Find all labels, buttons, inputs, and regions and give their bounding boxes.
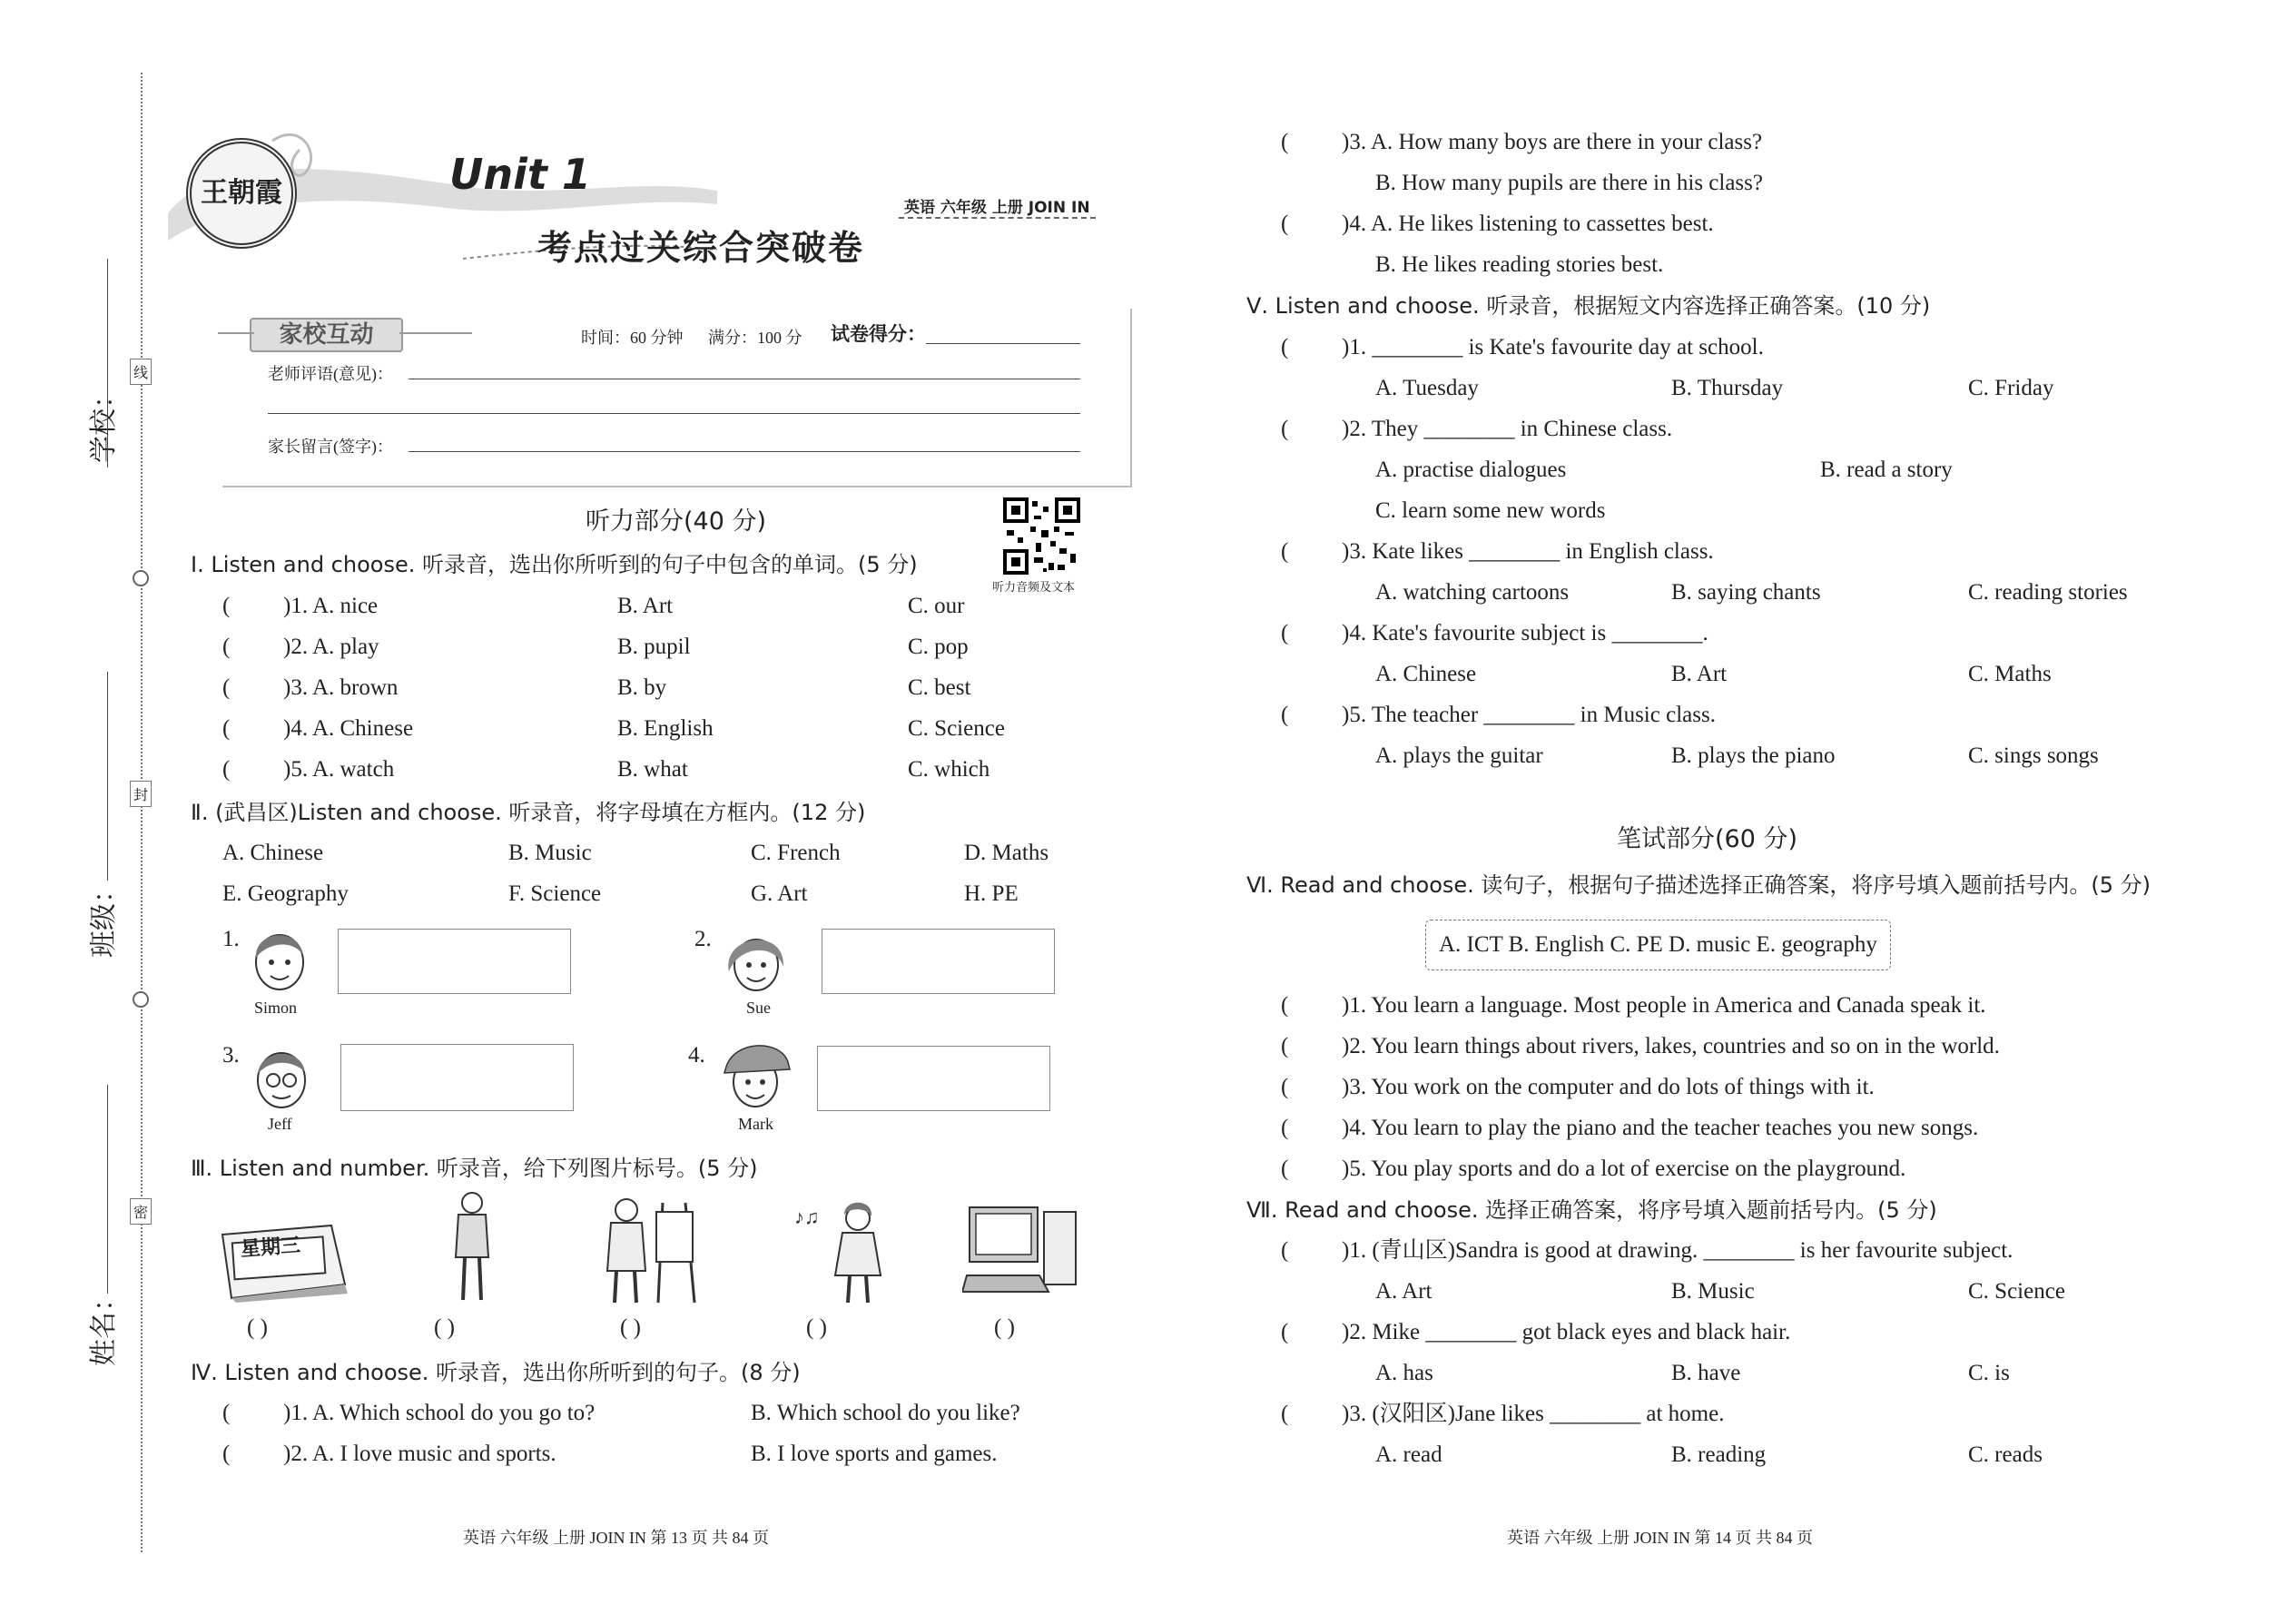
question-1-4: )4. A. Chinese: [283, 716, 414, 741]
class-label: 班级：: [88, 876, 120, 958]
answer-blank[interactable]: (: [1281, 212, 1289, 236]
answer-blank[interactable]: (: [1281, 993, 1289, 1018]
question-6-1: )1. You learn a language. Most people in America and Canada speak it.: [1342, 993, 1986, 1018]
option-c: C. learn some new words: [1375, 498, 1606, 523]
answer-blank[interactable]: (: [1281, 417, 1289, 441]
option-a: A. Art: [1375, 1279, 1433, 1304]
computer-icon: [962, 1203, 1085, 1303]
answer-box-4[interactable]: [817, 1046, 1050, 1111]
question-4-4-b: B. He likes reading stories best.: [1375, 252, 1664, 277]
option-c: C. Science: [908, 716, 1005, 741]
footer-left: 英语 六年级 上册 JOIN IN 第 13 页 共 84 页: [463, 1529, 769, 1547]
option-b: B. pupil: [617, 635, 691, 659]
answer-box-1[interactable]: [338, 929, 571, 994]
question-1-5: )5. A. watch: [283, 757, 395, 782]
subject-tag: 英语 六年级 上册 JOIN IN: [899, 194, 1096, 219]
calendar-label: 星期三: [240, 1234, 301, 1262]
cut-mark: 封: [130, 781, 152, 807]
option-a: A. Tuesday: [1375, 376, 1479, 400]
subject-option: A. Chinese: [222, 841, 324, 865]
question-4-1-b: B. Which school do you like?: [751, 1401, 1020, 1425]
listening-title: 听力部分(40 分): [586, 507, 767, 536]
question-1-1: )1. A. nice: [283, 594, 379, 618]
girl-singing-icon: [790, 1198, 899, 1307]
option-b: B. Art: [617, 594, 674, 618]
option-a: A. plays the guitar: [1375, 743, 1543, 768]
paper-title: 考点过关综合突破卷: [537, 227, 865, 268]
subject-option: E. Geography: [222, 881, 349, 906]
option-c: C. pop: [908, 635, 969, 659]
option-a: A. Chinese: [1375, 662, 1477, 686]
answer-blank[interactable]: (: [222, 635, 231, 659]
question-1-2: )2. A. play: [283, 635, 379, 659]
answer-blank[interactable]: (: [222, 1442, 231, 1466]
question-6-3: )3. You work on the computer and do lots of things with it.: [1342, 1075, 1875, 1099]
question-4-2-b: B. I love sports and games.: [751, 1442, 998, 1466]
person-name: Simon: [254, 999, 298, 1017]
parent-comment-label: 家长留言(签字)：: [268, 438, 393, 456]
subject-option: B. Music: [508, 841, 592, 865]
option-a: A. practise dialogues: [1375, 458, 1567, 482]
answer-blank[interactable]: (: [1281, 1156, 1289, 1181]
question-6-5: )5. You play sports and do a lot of exercise on the playground.: [1342, 1156, 1906, 1181]
home-school-badge: 家校互动: [250, 318, 403, 352]
unit-title: Unit 1: [449, 150, 591, 199]
option-c: C. Friday: [1968, 376, 2054, 400]
answer-box-2[interactable]: [822, 929, 1055, 994]
answer-blank[interactable]: (: [1281, 539, 1289, 564]
option-c: C. Science: [1968, 1279, 2065, 1304]
answer-blank[interactable]: (: [1281, 335, 1289, 359]
option-c: C. best: [908, 675, 971, 700]
answer-box-3[interactable]: [340, 1044, 574, 1111]
question-5-5: )5. The teacher ________ in Music class.: [1342, 703, 1716, 727]
picture-blank-4[interactable]: ( ): [806, 1315, 827, 1340]
option-a: A. watching cartoons: [1375, 580, 1570, 605]
painter-easel-icon: [595, 1194, 704, 1307]
person-number: 1.: [222, 927, 240, 951]
option-c: C. reads: [1968, 1442, 2043, 1467]
question-6-2: )2. You learn things about rivers, lakes, countries and so on in the world.: [1342, 1034, 2000, 1058]
option-b: B. Music: [1671, 1279, 1755, 1304]
question-5-4: )4. Kate's favourite subject is ________.: [1342, 621, 1708, 645]
option-b: B. Thursday: [1671, 376, 1784, 400]
time-label: 时间：60 分钟: [581, 329, 684, 347]
option-a: A. read: [1375, 1442, 1442, 1467]
question-4-1-a: )1. A. Which school do you go to?: [283, 1401, 596, 1425]
answer-blank[interactable]: (: [222, 757, 231, 782]
boy-glasses-face-icon: [247, 1039, 315, 1117]
option-b: B. English: [617, 716, 714, 741]
question-1-3: )3. A. brown: [283, 675, 399, 700]
person-name: Mark: [738, 1115, 773, 1133]
subject-option: H. PE: [964, 881, 1019, 906]
comment-frame: [222, 309, 1132, 487]
answer-blank[interactable]: (: [222, 716, 231, 741]
option-b: B. reading: [1671, 1442, 1767, 1467]
picture-blank-5[interactable]: ( ): [994, 1315, 1015, 1340]
answer-blank[interactable]: (: [1281, 1116, 1289, 1140]
page-14: [1147, 0, 2294, 1624]
teacher-comment-label: 老师评语(意见)：: [268, 365, 393, 383]
option-a: A. has: [1375, 1361, 1433, 1385]
picture-blank-3[interactable]: ( ): [620, 1315, 641, 1340]
answer-blank[interactable]: (: [1281, 1034, 1289, 1058]
name-label: 姓名：: [88, 1284, 120, 1366]
question-4-3-b: B. How many pupils are there in his class?: [1375, 171, 1763, 195]
question-6-4: )4. You learn to play the piano and the teacher teaches you new songs.: [1342, 1116, 1979, 1140]
option-b: B. have: [1671, 1361, 1741, 1385]
cut-mark: 密: [130, 1198, 152, 1225]
option-b: B. by: [617, 675, 667, 700]
question-4-4-a: )4. A. He likes listening to cassettes best.: [1342, 212, 1714, 236]
score-label: 满分：100 分: [708, 329, 802, 347]
school-label: 学校：: [88, 381, 120, 463]
person-number: 3.: [222, 1043, 240, 1068]
subject-option: D. Maths: [964, 841, 1049, 865]
publisher-logo: 王朝霞: [186, 138, 297, 249]
qr-code-icon[interactable]: [1003, 497, 1080, 575]
question-5-3: )3. Kate likes ________ in English class.: [1342, 539, 1714, 564]
answer-blank[interactable]: (: [1281, 1075, 1289, 1099]
person-number: 4.: [688, 1043, 705, 1068]
option-c: C. sings songs: [1968, 743, 2099, 768]
cut-mark: 线: [130, 359, 152, 385]
option-b: B. what: [617, 757, 688, 782]
option-c: C. Maths: [1968, 662, 2052, 686]
option-b: B. plays the piano: [1671, 743, 1836, 768]
question-7-3: )3. (汉阳区)Jane likes ________ at home.: [1342, 1402, 1725, 1426]
boy-standing-icon: [445, 1189, 499, 1307]
answer-blank[interactable]: (: [222, 1401, 231, 1425]
boy-face-icon: [245, 921, 313, 999]
question-4-2-a: )2. A. I love music and sports.: [283, 1442, 556, 1466]
answer-blank[interactable]: (: [1281, 621, 1289, 645]
answer-blank[interactable]: (: [1281, 703, 1289, 727]
answer-blank[interactable]: (: [1281, 1402, 1289, 1426]
picture-blank-2[interactable]: ( ): [434, 1315, 455, 1340]
person-name: Jeff: [268, 1115, 292, 1133]
section-4-heading: Ⅳ. Listen and choose. 听录音，选出你所听到的句子。(8 分): [191, 1360, 801, 1385]
question-5-2: )2. They ________ in Chinese class.: [1342, 417, 1673, 441]
subject-option: C. French: [751, 841, 841, 865]
option-c: C. our: [908, 594, 965, 618]
option-b: B. Art: [1671, 662, 1728, 686]
question-7-1: )1. (青山区)Sandra is good at drawing. ________ is her favourite subject.: [1342, 1238, 2013, 1263]
option-b: B. read a story: [1820, 458, 1953, 482]
answer-blank[interactable]: (: [222, 675, 231, 700]
question-4-3-a: )3. A. How many boys are there in your class?: [1342, 130, 1763, 154]
section-3-heading: Ⅲ. Listen and number. 听录音，给下列图片标号。(5 分): [191, 1156, 758, 1181]
option-c: C. reading stories: [1968, 580, 2128, 605]
section-1-heading: Ⅰ. Listen and choose. 听录音，选出你所听到的句子中包含的单词。(5 分): [191, 552, 918, 577]
option-c: C. which: [908, 757, 990, 782]
section-2-heading: Ⅱ. (武昌区)Listen and choose. 听录音，将字母填在方框内。(12 分): [191, 800, 866, 825]
subject-option: F. Science: [508, 881, 602, 906]
answer-blank[interactable]: (: [1281, 1320, 1289, 1344]
question-7-2: )2. Mike ________ got black eyes and black hair.: [1342, 1320, 1791, 1344]
answer-blank[interactable]: (: [1281, 1238, 1289, 1263]
subject-option: G. Art: [751, 881, 808, 906]
section-6-heading: Ⅵ. Read and choose. 读句子，根据句子描述选择正确答案，将序号填入题前括号内。(5 分): [1246, 872, 2151, 898]
qr-caption: 听力音频及文本: [992, 580, 1076, 594]
answer-blank[interactable]: (: [222, 594, 231, 618]
picture-blank-1[interactable]: ( ): [247, 1315, 268, 1340]
answer-blank[interactable]: (: [1281, 130, 1289, 154]
option-b: B. saying chants: [1671, 580, 1821, 605]
girl-face-icon: [722, 921, 790, 999]
footer-right: 英语 六年级 上册 JOIN IN 第 14 页 共 84 页: [1507, 1529, 1813, 1547]
question-5-1: )1. ________ is Kate's favourite day at school.: [1342, 335, 1764, 359]
person-name: Sue: [746, 999, 771, 1017]
person-number: 2.: [694, 927, 712, 951]
test-score-label: 试卷得分：: [831, 323, 926, 345]
svg-text:♪♫: ♪♫: [794, 1206, 820, 1228]
boy-hat-face-icon: [717, 1035, 794, 1117]
section-7-heading: Ⅶ. Read and choose. 选择正确答案，将序号填入题前括号内。(5 分): [1246, 1197, 1937, 1223]
option-c: C. is: [1968, 1361, 2010, 1385]
writing-title: 笔试部分(60 分): [1617, 825, 1798, 853]
section-5-heading: Ⅴ. Listen and choose. 听录音，根据短文内容选择正确答案。(10 分): [1246, 293, 1931, 319]
word-bank: A. ICT B. English C. PE D. music E. geography: [1425, 920, 1891, 970]
